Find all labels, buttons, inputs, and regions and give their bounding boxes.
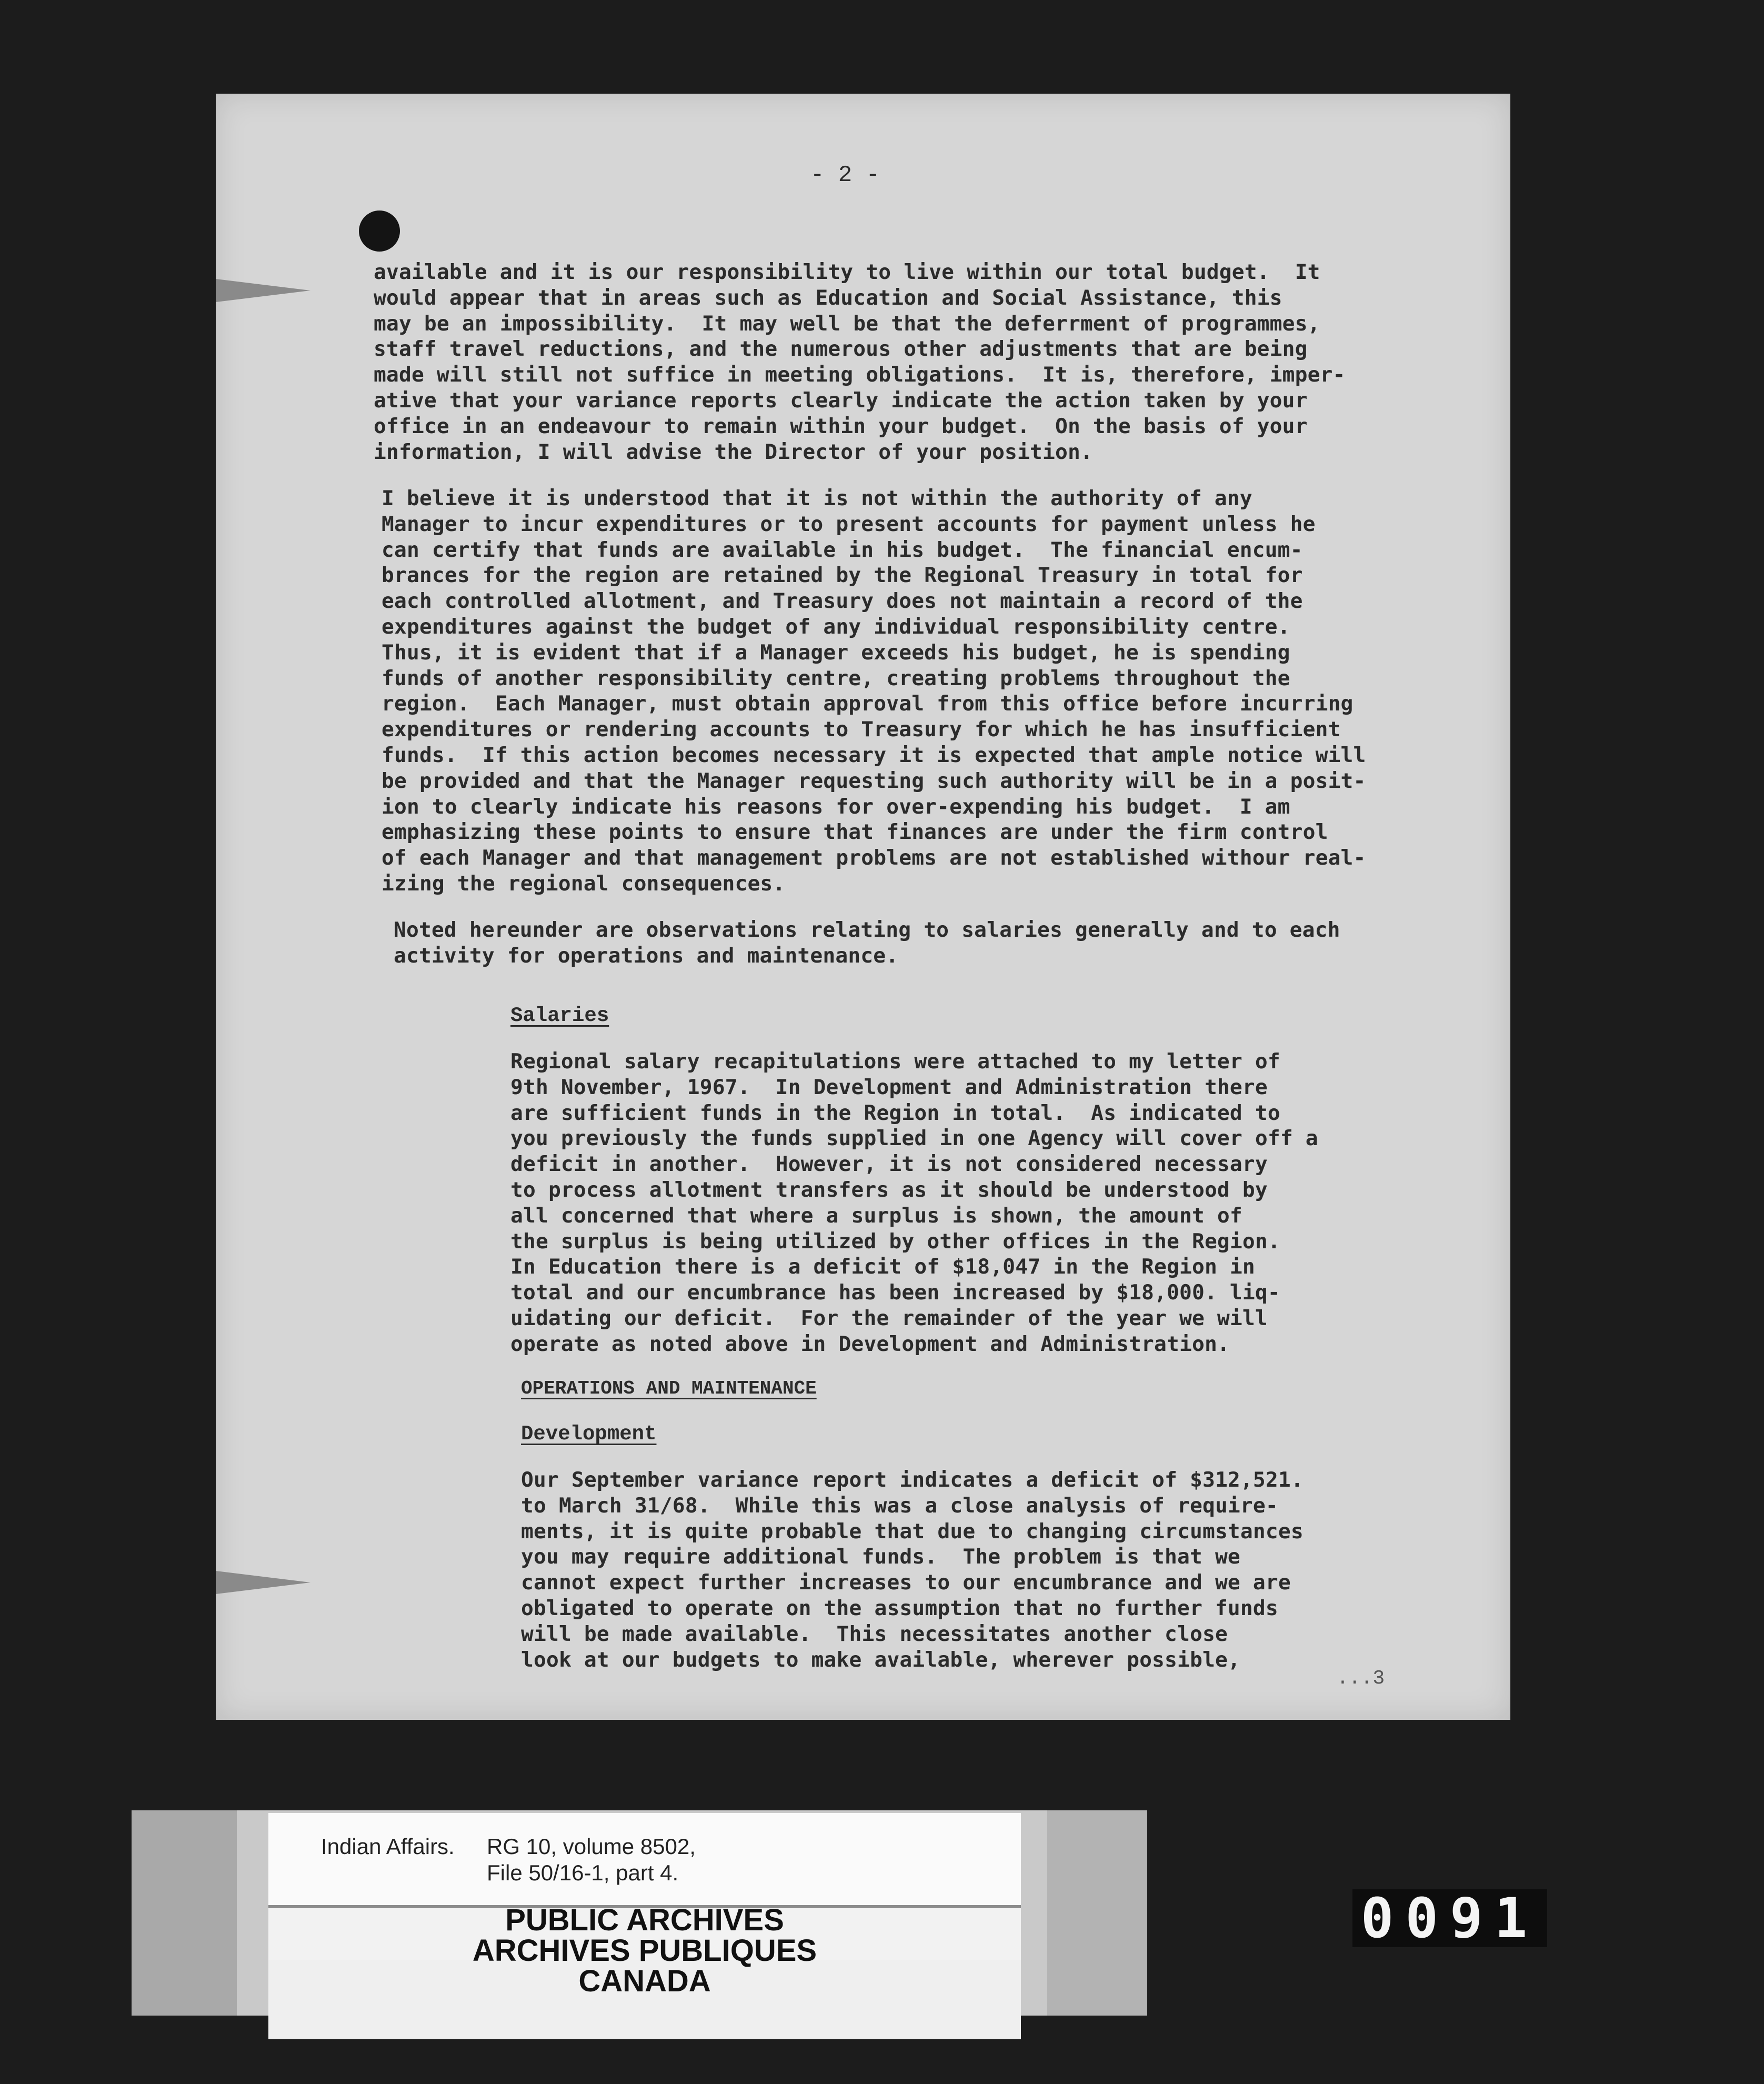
frame-number: 0091 [1352, 1889, 1547, 1947]
continuation-marker: ...3 [1337, 1667, 1385, 1690]
development-heading: Development [521, 1422, 657, 1446]
development-paragraph: Our September variance report indicates a deficit of $312,521. to March 31/68. While this was a close analysis of require- ments, it is quite probable that due to changing circumstances you may require additional funds. The problem is that we cannot expect further increases to our encumbrance and we are obligated to operate on the assumption that no further funds will be made available. This necessitates another close look at our budgets to make available, wherever possible, [521, 1468, 1304, 1672]
salaries-heading: Salaries [510, 1004, 609, 1027]
archive-label-tab [1047, 1810, 1147, 2016]
salaries-paragraph: Regional salary recapitulations were attached to my letter of 9th November, 1967. In Development and Administration there are sufficient funds in the Region in total. As indicated to you previously the funds supplied in one Agency will cover off a deficit in another. However, it is not considered necessary to process allotment transfers as it should be understood by all concerned that where a surplus is shown, the amount of the surplus is being utilized by other offices in the Region. In Education there is a deficit of $18,047 in the Region in total and our encumbrance has been increased by $18,000. liq- uidating our deficit. For the remainder of the year we will operate as noted above in Development and Administration. [510, 1049, 1318, 1356]
paragraph-observations: Noted hereunder are observations relating to salaries generally and to each activity for operations and maintenance. [394, 918, 1340, 968]
punch-hole [359, 211, 400, 252]
archive-reference-line-2: File 50/16-1, part 4. [487, 1860, 679, 1885]
page-edge-notch [216, 279, 310, 302]
page-edge-notch [216, 1571, 310, 1594]
document-page [216, 94, 1510, 1720]
archives-stamp-line-3: CANADA [578, 1964, 711, 1998]
archives-stamp-line-2: ARCHIVES PUBLIQUES [472, 1933, 817, 1968]
operations-maintenance-heading: OPERATIONS AND MAINTENANCE [521, 1378, 817, 1399]
archive-label-tab [132, 1810, 237, 2016]
archive-department: Indian Affairs. [321, 1834, 455, 1859]
paragraph-manager-authority: I believe it is understood that it is not within the authority of any Manager to incur expenditures or to present accounts for payment unless he can certify that funds are available in his budget. The financial encum- brances for the region are retained by the Regional Treasury in total for each controlled allotment, and Treasury does not maintain a record of the expenditures against the budget of any individual responsibility centre. Thus, it is evident that if a Manager exceeds his budget, he is spending funds of another responsibility centre, creating problems throughout the region. Each Manager, must obtain approval from this office before incurring expenditures or rendering accounts to Treasury for which he has insufficient funds. If this action becomes necessary it is expected that ample notice will be provided and that the Manager requesting such authority will be in a posit- ion to clearly indicate his reasons for over-expending his budget. I am emphasizing these points to ensure that finances are under the firm control of each Manager and that management problems are not established withour real- izing the regional consequences. [382, 486, 1366, 896]
paragraph-budget-responsibility: available and it is our responsibility to live within our total budget. It would appear that in areas such as Education and Social Assistance, this may be an impossibility. It may well be that the deferrment of programmes, staff travel reductions, and the numerous other adjustments that are being made will still not suffice in meeting obligations. It is, therefore, imper- ative that your variance reports clearly indicate the action taken by your office in an endeavour to remain within your budget. On the basis of your information, I will advise the Director of your position. [374, 260, 1346, 464]
page-number: - 2 - [810, 162, 880, 188]
archive-reference-line-1: RG 10, volume 8502, [487, 1834, 696, 1859]
archives-stamp-line-1: PUBLIC ARCHIVES [505, 1903, 784, 1937]
